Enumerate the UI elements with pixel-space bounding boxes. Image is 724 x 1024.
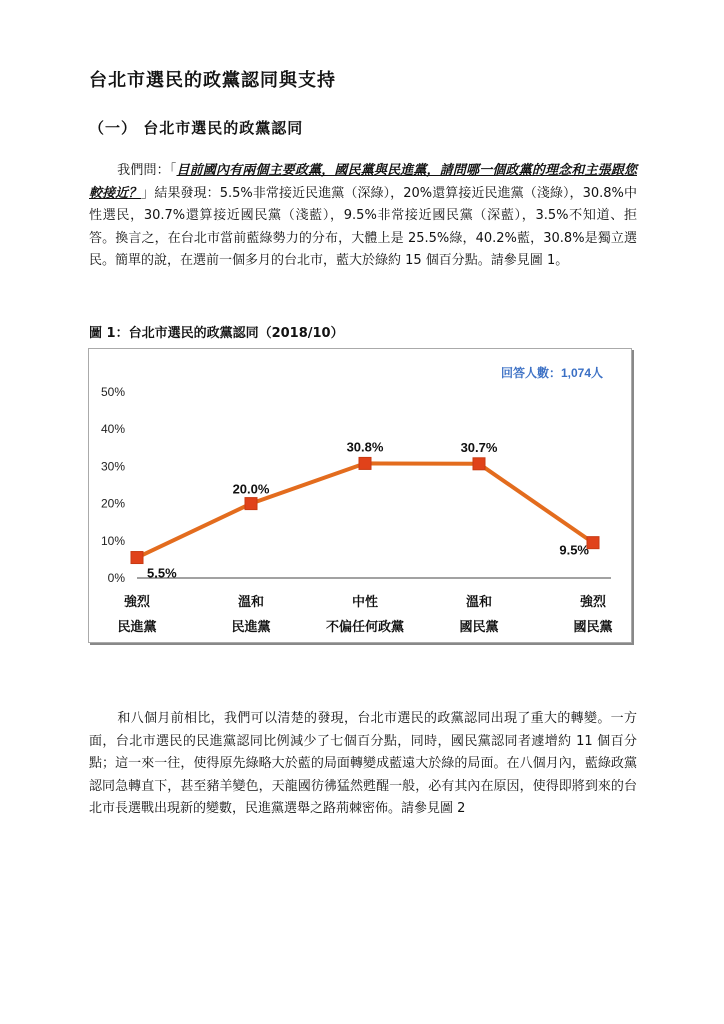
x-category-label-line2: 民進黨 — [117, 619, 157, 634]
party-identification-chart — [89, 349, 631, 642]
x-category-label-line2: 不偏任何政黨 — [325, 619, 405, 634]
data-point-marker — [473, 458, 485, 470]
y-tick-label: 10% — [100, 533, 125, 548]
data-label: 30.7% — [460, 439, 498, 455]
para1-rest: 」結果發現：5.5%非常接近民進黨（深綠），20%還算接近民進黨（淺綠），30.8%中性選民，30.7%還算接近國民黨（淺藍），9.5%非常接近國民黨（深藍），3.5%不知道、拒答。換言之，在台北市當前藍綠勢力的分布，大體上是 25.5%綠，40.2%藍，30.8%是獨立選民。簡單的說，在選前一個多月的台北市，藍大於綠約 15 個百分點。請參見圖 1。 — [89, 185, 637, 268]
data-point-marker — [131, 552, 143, 564]
chart-frame — [88, 348, 632, 643]
data-point-marker — [359, 457, 371, 469]
para1-lead: 我們問：「 — [117, 163, 177, 178]
data-label: 9.5% — [559, 542, 589, 558]
x-category-label-line1: 溫和 — [465, 594, 493, 609]
paragraph-1 — [89, 160, 637, 273]
x-category-label-line1: 溫和 — [237, 594, 265, 609]
figure-caption: 圖 1：台北市選民的政黨認同（2018/10） — [89, 326, 344, 341]
para2-text: 和八個月前相比，我們可以清楚的發現，台北市選民的政黨認同出現了重大的轉變。一方面，台北市選民的民進黨認同比例減少了七個百分點，同時，國民黨認同者遽增約 11 個百分點；這一來一往，使得原先綠略大於藍的局面轉變成藍遠大於綠的局面。在八個月內，藍綠政黨認同急轉直下，甚至豬羊變色，天龍國彷彿猛然甦醒一般，必有其內在原因，使得即將到來的台北市長選戰出現新的變數，民進黨選舉之路荊棘密佈。請參見圖 2 — [89, 711, 637, 816]
y-tick-label: 50% — [100, 385, 125, 399]
x-category-label-line1: 中性 — [351, 594, 379, 609]
series-line — [137, 463, 593, 557]
x-category-label-line2: 國民黨 — [573, 619, 613, 634]
data-label: 20.0% — [232, 481, 270, 497]
respondent-count-annotation: 回答人數：1,074人 — [500, 366, 603, 380]
y-tick-label: 0% — [107, 571, 125, 585]
data-point-marker — [245, 498, 257, 510]
doc-title: 台北市選民的政黨認同與支持 — [89, 70, 336, 91]
section-heading: （一） 台北市選民的政黨認同 — [89, 119, 304, 137]
x-category-label-line1: 強烈 — [579, 594, 607, 609]
y-tick-label: 30% — [100, 459, 125, 474]
y-tick-label: 20% — [100, 496, 125, 511]
x-category-label-line2: 民進黨 — [231, 619, 271, 634]
data-label: 30.8% — [346, 439, 384, 455]
data-label: 5.5% — [147, 565, 177, 581]
y-tick-label: 40% — [100, 422, 125, 437]
survey-question: 目前國內有兩個主要政黨，國民黨與民進黨，請問哪一個政黨的理念和主張跟您較接近？ — [89, 163, 637, 201]
paragraph-2 — [89, 708, 637, 821]
x-category-label-line1: 強烈 — [123, 594, 151, 609]
x-category-label-line2: 國民黨 — [459, 619, 499, 634]
